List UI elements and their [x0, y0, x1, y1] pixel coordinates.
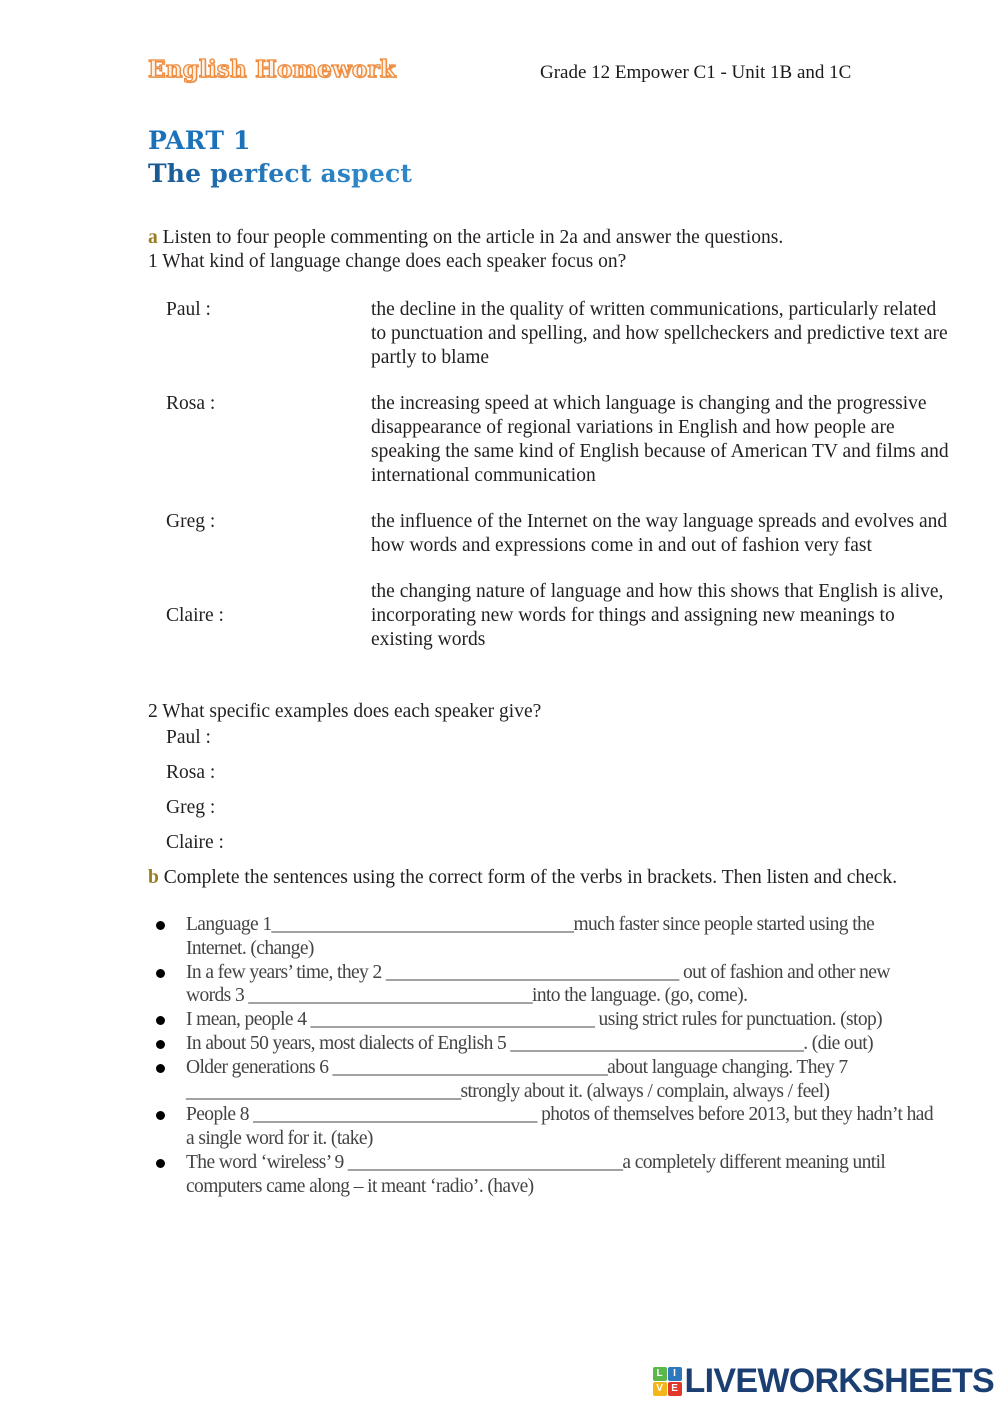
- task-b-sentence-list: [148, 913, 938, 1199]
- speaker-name-paul: Paul :: [166, 299, 211, 320]
- sentence-text: People 8 _______________________________ photos of themselves before 2013, but they hadn’t had a single word for it. (take): [186, 1104, 933, 1150]
- task-a-question-2-speakers: [166, 726, 224, 866]
- speaker-row: [166, 580, 956, 652]
- logo-square-i: I: [668, 1367, 682, 1381]
- list-item: [148, 961, 938, 1009]
- page-header: [0, 56, 1000, 98]
- bullet-dot-icon: [156, 1040, 165, 1049]
- bullet-dot-icon: [156, 1159, 165, 1168]
- bullet-dot-icon: [156, 1064, 165, 1073]
- task-a-instruction: [148, 226, 938, 274]
- sentence-text: Language 1_________________________________much faster since people started using the Internet. (change): [186, 914, 875, 959]
- list-item: [148, 1103, 938, 1151]
- logo-square-v: V: [653, 1382, 667, 1396]
- speaker-answer-claire: the changing nature of language and how this shows that English is alive, incorporating new words for things and assigning new meanings to existing words: [371, 581, 944, 650]
- speaker-name-claire: Claire :: [166, 605, 224, 626]
- list-item: [148, 1008, 938, 1032]
- part-title: The perfect aspect: [148, 159, 413, 188]
- task-b-letter: b: [148, 867, 159, 888]
- list-item: [148, 913, 938, 961]
- task-b-instruction: [148, 866, 938, 890]
- list-item: [148, 1056, 938, 1104]
- sentence-text: Older generations 6 ______________________________about language changing. They 7 ______________________________strongly about it. (always / complain, always / feel): [186, 1056, 848, 1102]
- part-heading: [148, 124, 412, 190]
- q2-speaker-claire: Claire :: [166, 832, 224, 853]
- task-a-letter: a: [148, 227, 158, 248]
- speaker-row: [166, 510, 956, 558]
- logo-square-l: L: [653, 1367, 667, 1381]
- q2-speaker-rosa: Rosa :: [166, 762, 216, 783]
- bullet-dot-icon: [156, 1111, 165, 1120]
- bullet-dot-icon: [156, 1016, 165, 1025]
- task-a-instruction-text: Listen to four people commenting on the article in 2a and answer the questions.: [162, 227, 784, 248]
- task-a-question-2: 2 What specific examples does each speaker give?: [148, 701, 542, 722]
- speaker-name-greg: Greg :: [166, 511, 216, 532]
- speaker-row: [166, 392, 956, 488]
- liveworksheets-logo: [653, 1362, 994, 1401]
- q2-speaker-greg: Greg :: [166, 797, 216, 818]
- logo-square-e: E: [668, 1382, 682, 1396]
- task-b-instruction-text: Complete the sentences using the correct form of the verbs in brackets. Then listen and check.: [163, 867, 898, 888]
- liveworksheets-squares-icon: [653, 1367, 682, 1396]
- english-homework-title: English Homework: [148, 56, 396, 83]
- speaker-answer-rosa: the increasing speed at which language is changing and the progressive disappearance of regional variations in English and how people are speaking the same kind of English because of American TV and films and international communication: [371, 393, 949, 486]
- bullet-dot-icon: [156, 921, 165, 930]
- liveworksheets-wordmark: LIVEWORKSHEETS: [684, 1362, 994, 1400]
- bullet-dot-icon: [156, 969, 165, 978]
- sentence-text: In a few years’ time, they 2 ________________________________ out of fashion and other new words 3 _______________________________into the language. (go, come).: [186, 961, 890, 1007]
- sentence-text: In about 50 years, most dialects of English 5 ________________________________. (die out): [186, 1032, 873, 1054]
- task-a-question-1: 1 What kind of language change does each speaker focus on?: [148, 251, 627, 272]
- document-subtitle: Grade 12 Empower C1 - Unit 1B and 1C: [540, 62, 852, 83]
- speaker-answer-paul: the decline in the quality of written communications, particularly related to punctuation and spelling, and how spellcheckers and predictive text are partly to blame: [371, 299, 948, 368]
- speaker-row: [166, 298, 956, 370]
- q2-speaker-paul: Paul :: [166, 727, 211, 748]
- sentence-text: The word ‘wireless’ 9 ______________________________a completely different meaning until computers came along – it meant ‘radio’. (have): [186, 1151, 886, 1197]
- speaker-answer-greg: the influence of the Internet on the way language spreads and evolves and how words and expressions come in and out of fashion very fast: [371, 511, 948, 556]
- list-item: [148, 1151, 938, 1199]
- speaker-name-rosa: Rosa :: [166, 393, 216, 414]
- task-a-answers: [166, 298, 956, 674]
- sentence-text: I mean, people 4 _______________________________ using strict rules for punctuation. (stop): [186, 1009, 883, 1031]
- list-item: [148, 1032, 938, 1056]
- part-label: PART 1: [148, 126, 251, 155]
